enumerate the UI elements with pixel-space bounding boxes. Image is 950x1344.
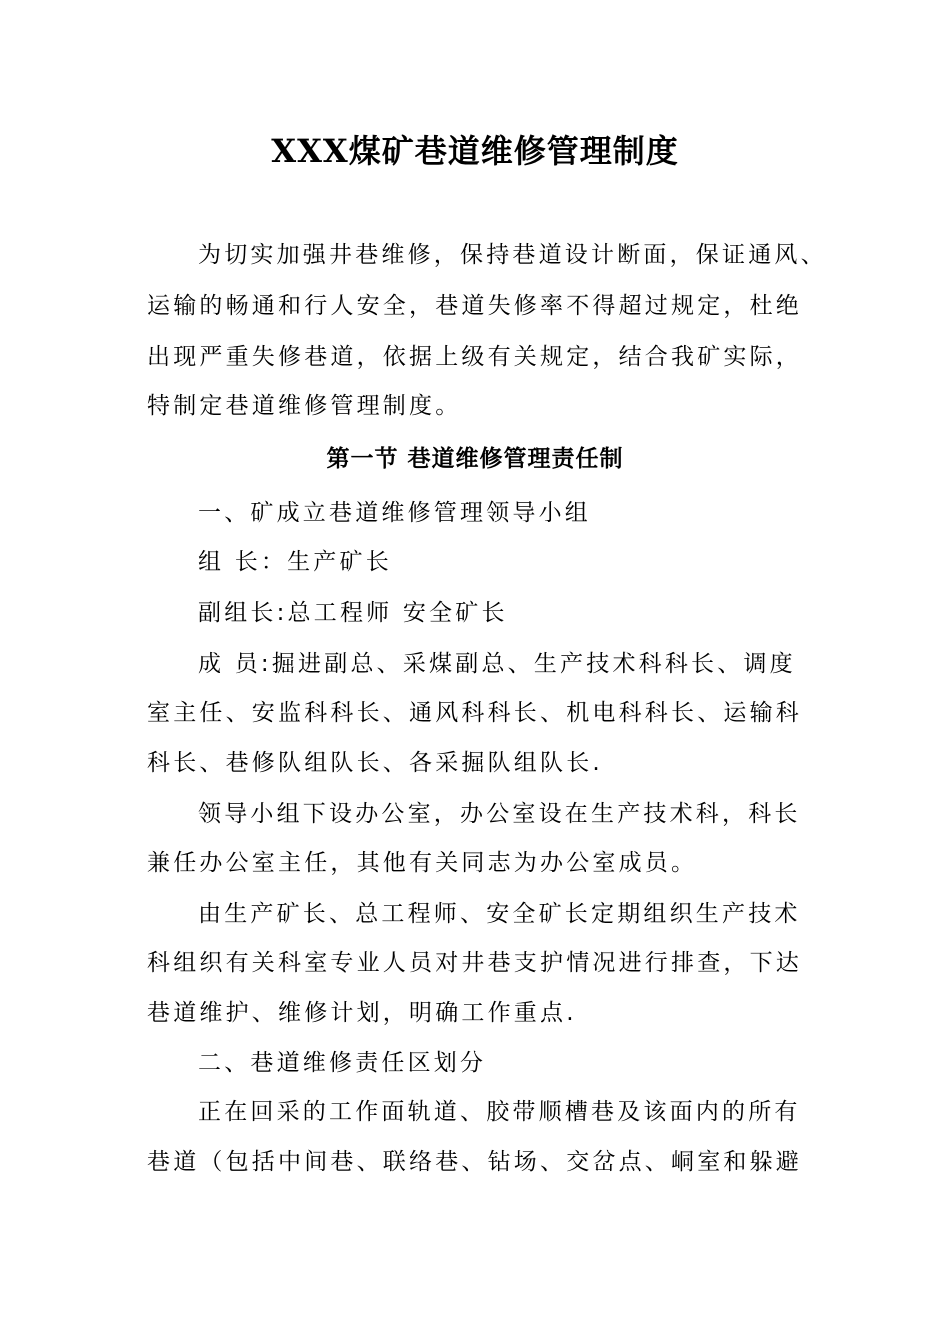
body-line-13: 正在回采的工作面轨道、胶带顺槽巷及该面内的所有 bbox=[198, 1099, 801, 1125]
body-line-9: 由生产矿长、总工程师、安全矿长定期组织生产技术 bbox=[198, 901, 801, 927]
intro-line-1: 为切实加强井巷维修，保持巷道设计断面，保证通风、 bbox=[198, 242, 827, 268]
body-line-12: 二、巷道维修责任区划分 bbox=[198, 1050, 487, 1076]
body-line-7: 领导小组下设办公室，办公室设在生产技术科，科长 bbox=[198, 801, 801, 827]
document-title: XXX煤矿巷道维修管理制度 bbox=[271, 132, 679, 170]
body-line-6: 科长、巷修队组队长、各采掘队组队长. bbox=[147, 750, 603, 776]
body-line-14: 巷道（包括中间巷、联络巷、钻场、交岔点、峒室和躲避 bbox=[147, 1149, 802, 1175]
body-line-4: 成 员:掘进副总、采煤副总、生产技术科科长、调度 bbox=[198, 651, 796, 677]
body-line-10: 科组织有关科室专业人员对井巷支护情况进行排查，下达 bbox=[147, 950, 802, 976]
body-line-3: 副组长:总工程师 安全矿长 bbox=[198, 600, 508, 626]
intro-line-4: 特制定巷道维修管理制度。 bbox=[147, 393, 462, 419]
body-line-8: 兼任办公室主任，其他有关同志为办公室成员。 bbox=[147, 850, 698, 876]
body-line-5: 室主任、安监科科长、通风科科长、机电科科长、运输科 bbox=[147, 700, 802, 726]
intro-line-2: 运输的畅通和行人安全，巷道失修率不得超过规定，杜绝 bbox=[147, 293, 802, 319]
intro-line-3: 出现严重失修巷道，依据上级有关规定，结合我矿实际， bbox=[147, 344, 802, 370]
body-line-1: 一、矿成立巷道维修管理领导小组 bbox=[198, 500, 591, 526]
body-line-2: 组 长：生产矿长 bbox=[198, 549, 392, 575]
section-heading: 第一节 巷道维修管理责任制 bbox=[326, 446, 624, 472]
body-line-11: 巷道维护、维修计划，明确工作重点. bbox=[147, 1000, 577, 1026]
